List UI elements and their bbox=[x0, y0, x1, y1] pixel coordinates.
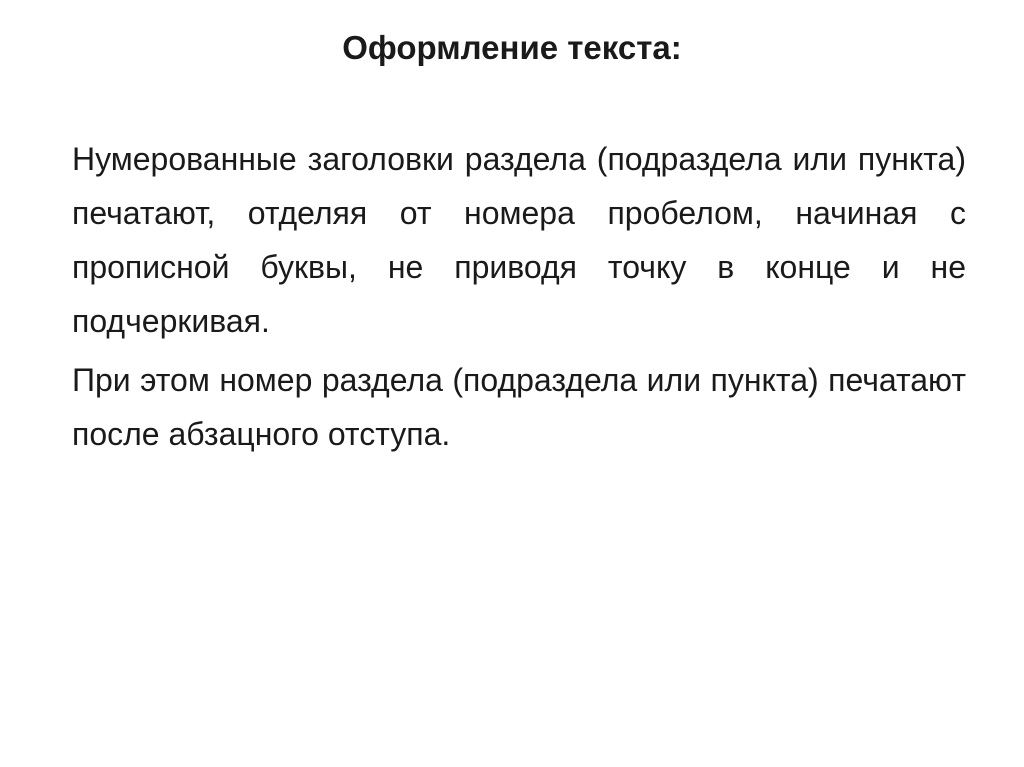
slide-body bbox=[72, 132, 966, 466]
slide-title: Оформление текста: bbox=[342, 29, 682, 66]
body-paragraph-1: Нумерованные заголовки раздела (подраздела или пункта) печатают, отделяя от номера пробелом, начиная с прописной буквы, не приводя точку в конце и не подчеркивая. bbox=[72, 141, 966, 339]
body-paragraph-2: При этом номер раздела (подраздела или пункта) печатают после абзацного отступа. bbox=[72, 362, 966, 452]
